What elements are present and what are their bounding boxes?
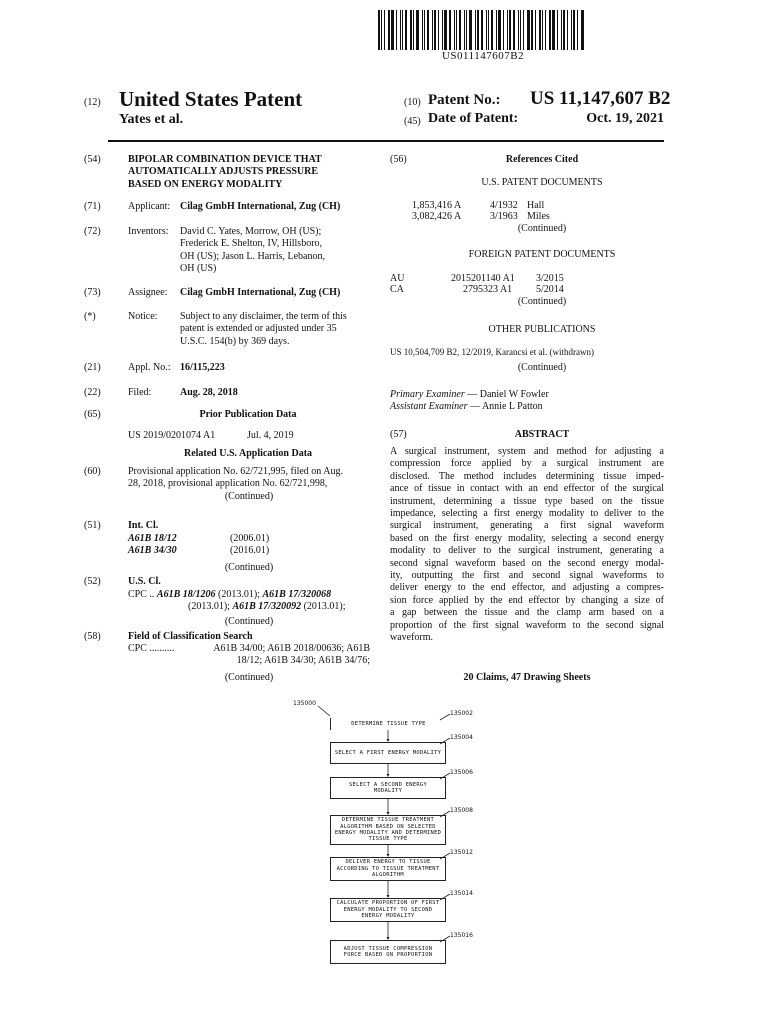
applicant: Cilag GmbH International, Zug (CH) [180, 201, 341, 212]
date-label: Date of Patent: [428, 111, 519, 126]
doc-type: United States Patent [119, 87, 303, 111]
title-code: (54) [84, 154, 101, 165]
assignee-label: Assignee: [128, 287, 168, 298]
us-ref-name: Hall [527, 200, 545, 211]
abstract-line: modality to deliver to the surgical instrument, generating a [390, 545, 664, 557]
applicant-code: (71) [84, 201, 101, 212]
flowchart-step: SELECT A SECOND ENERGY MODALITY [330, 777, 446, 799]
patent-date: Oct. 19, 2021 [586, 111, 664, 126]
notice-code: (*) [84, 311, 96, 322]
continued-1: (Continued) [224, 491, 274, 502]
inventors: David C. Yates, Morrow, OH (US); Frederick E. Shelton, IV, Hillsboro, OH (US); Jason L. Harris, Lebanon, OH (US) [180, 226, 325, 275]
flowchart-step: DETERMINE TISSUE TYPE [330, 718, 446, 730]
prior-date: Jul. 4, 2019 [247, 430, 294, 441]
continued-refs: (Continued) [517, 223, 567, 234]
prior-pub: US 2019/0201074 A1 [128, 430, 216, 441]
us-ref-no: 1,853,416 A [412, 200, 462, 211]
patent-no-label: Patent No.: [428, 92, 501, 108]
cpc-line-1: CPC .. A61B 18/1206 (2013.01); A61B 17/320068 [128, 589, 332, 600]
appl-no: 16/115,223 [180, 362, 225, 373]
assignee-code: (73) [84, 287, 101, 298]
foreign-ref-no: 2795323 A1 [463, 284, 513, 295]
invention-title: BIPOLAR COMBINATION DEVICE THAT AUTOMATICALLY ADJUSTS PRESSURE BASED ON ENERGY MODALITY [128, 154, 322, 190]
intcl-code-2: A61B 34/30 [128, 545, 177, 556]
figure-label: 135000 [293, 700, 316, 707]
field-label: Field of Classification Search [128, 631, 253, 642]
intcl-code-1: A61B 18/12 [128, 533, 177, 544]
inventor-short: Yates et al. [119, 112, 184, 127]
flowchart-step: DELIVER ENERGY TO TISSUE ACCORDING TO TISSUE TREATMENT ALGORITHM [330, 857, 446, 881]
inventors-code: (72) [84, 226, 101, 237]
intcl-label: Int. Cl. [128, 520, 159, 531]
abstract-line: sion force applied by the end effector by changing a size of [390, 594, 664, 606]
abstract-line: a gap between the tissue and the clamp arm based on a [390, 607, 664, 619]
flowchart-step-ref: 135014 [450, 890, 473, 897]
us-docs-heading: U.S. PATENT DOCUMENTS [481, 177, 603, 188]
foreign-ref-date: 3/2015 [536, 273, 564, 284]
barcode-number: US011147607B2 [441, 50, 525, 62]
abstract-line: disclosed. The method includes determining tissue imped- [390, 470, 664, 482]
abstract-line: instrument, determining a tissue type based on the tissue [390, 495, 664, 507]
intcl-year-2: (2016.01) [230, 545, 270, 556]
us-ref-date: 3/1963 [490, 211, 518, 222]
filed-code: (22) [84, 387, 101, 398]
appl-code: (21) [84, 362, 101, 373]
abstract-line: impedance, selecting a first energy modality to deliver to the [390, 508, 664, 520]
assistant-examiner: Assistant Examiner — Annie L Patton [390, 401, 543, 412]
flowchart-step: SELECT A FIRST ENERGY MODALITY [330, 742, 446, 764]
refs-heading: References Cited [505, 154, 579, 165]
abstract-line: ity, outputting the first and second signal waveforms to [390, 570, 664, 582]
flowchart-step-ref: 135004 [450, 734, 473, 741]
field-cpc-label: CPC .......... [128, 643, 175, 654]
continued-2: (Continued) [224, 562, 274, 573]
other-ref: US 10,504,709 B2, 12/2019, Karancsi et al. (withdrawn) [390, 347, 594, 357]
abstract-line: compression force applied by a surgical instrument are [390, 458, 664, 470]
intcl-year-1: (2006.01) [230, 533, 270, 544]
flowchart-step: CALCULATE PROPORTION OF FIRST ENERGY MODALITY TO SECOND ENERGY MODALITY [330, 898, 446, 922]
flowchart-step-ref: 135016 [450, 932, 473, 939]
primary-examiner: Primary Examiner — Daniel W Fowler [390, 389, 549, 400]
continued-foreign: (Continued) [517, 296, 567, 307]
provisional-text: Provisional application No. 62/721,995, filed on Aug. 28, 2018, provisional application No. 62/721,998, [128, 466, 343, 490]
prior-heading: Prior Publication Data [199, 409, 297, 420]
foreign-docs-heading: FOREIGN PATENT DOCUMENTS [468, 249, 616, 260]
abstract-line: ance of tissue in contact with an end effector of the surgical [390, 483, 664, 495]
flowchart-step-ref: 135002 [450, 710, 473, 717]
flowchart-step-ref: 135006 [450, 769, 473, 776]
flowchart-step-ref: 135008 [450, 807, 473, 814]
abstract-heading: ABSTRACT [514, 429, 570, 440]
flowchart-step: DETERMINE TISSUE TREATMENT ALGORITHM BASED ON SELECTED ENERGY MODALITY AND DETERMINED TISSUE TYPE [330, 815, 446, 845]
abstract-line: A surgical instrument, system and method for adjusting a [390, 446, 664, 457]
notice-label: Notice: [128, 311, 158, 322]
prov-code: (60) [84, 466, 101, 477]
us-ref-name: Miles [527, 211, 550, 222]
related-heading: Related U.S. Application Data [183, 448, 313, 459]
continued-other: (Continued) [517, 362, 567, 373]
cpc-line-2: (2013.01); A61B 17/320092 (2013.01); [188, 601, 346, 612]
other-pubs-heading: OTHER PUBLICATIONS [488, 324, 596, 335]
abstract-line: deliver energy to the end effector, and adjusting a compres- [390, 582, 664, 594]
filed-date: Aug. 28, 2018 [180, 387, 238, 398]
flowchart-step-ref: 135012 [450, 849, 473, 856]
abstract-line: surgical instrument, generating a first signal waveform [390, 520, 664, 532]
foreign-ref-cc: CA [390, 284, 404, 295]
refs-code: (56) [390, 154, 407, 165]
assignee: Cilag GmbH International, Zug (CH) [180, 287, 341, 298]
abstract-line: waveform. [390, 632, 434, 644]
abstract-line: second signal waveform based on the second energy modal- [390, 557, 664, 569]
inventors-label: Inventors: [128, 226, 169, 237]
field-cpc-lines: A61B 34/00; A61B 2018/00636; A61B 18/12; A61B 34/30; A61B 34/76; [213, 643, 370, 667]
flowchart-step: ADJUST TISSUE COMPRESSION FORCE BASED ON PROPORTION [330, 940, 446, 964]
foreign-ref-cc: AU [390, 273, 405, 284]
abstract-code: (57) [390, 429, 407, 440]
field-code: (58) [84, 631, 101, 642]
code-45: (45) [404, 116, 421, 127]
foreign-ref-no: 2015201140 A1 [451, 273, 515, 284]
label-leader [318, 706, 330, 716]
appl-label: Appl. No.: [128, 362, 171, 373]
abstract-line: proportion of the first signal waveform to the second signal [390, 619, 664, 631]
foreign-ref-date: 5/2014 [536, 284, 564, 295]
applicant-label: Applicant: [128, 201, 171, 212]
continued-4: (Continued) [224, 672, 274, 683]
intcl-code: (51) [84, 520, 101, 531]
continued-3: (Continued) [224, 616, 274, 627]
uscl-label: U.S. Cl. [128, 576, 161, 587]
claims-count: 20 Claims, 47 Drawing Sheets [463, 672, 591, 683]
us-ref-date: 4/1932 [490, 200, 518, 211]
uscl-code: (52) [84, 576, 101, 587]
abstract-line: based on the first energy modality, selecting a second energy [390, 532, 664, 544]
notice-text: Subject to any disclaimer, the term of this patent is extended or adjusted under 35 U.S.C. 154(b) by 369 days. [180, 311, 347, 347]
filed-label: Filed: [128, 387, 152, 398]
us-ref-no: 3,082,426 A [412, 211, 462, 222]
code-10: (10) [404, 97, 421, 108]
code-12: (12) [84, 97, 101, 108]
patent-number: US 11,147,607 B2 [530, 88, 671, 109]
prior-code: (65) [84, 409, 101, 420]
